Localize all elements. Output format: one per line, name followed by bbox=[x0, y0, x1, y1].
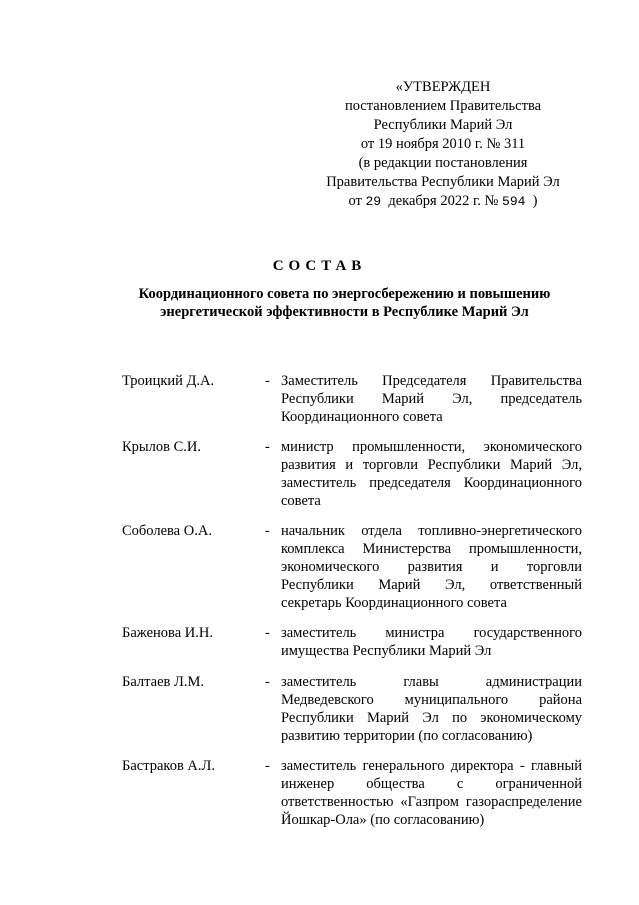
member-dash: - bbox=[265, 439, 270, 455]
member-role: Заместитель Председателя Правительства Республики Марий Эл, председатель Координационного совета bbox=[281, 373, 582, 425]
document-title: СОСТАВ bbox=[272, 258, 367, 274]
member-row bbox=[122, 673, 582, 745]
member-role: заместитель министра государственного имущества Республики Марий Эл bbox=[281, 625, 582, 659]
member-dash: - bbox=[265, 373, 270, 389]
member-name: Троицкий Д.А. bbox=[122, 373, 215, 389]
member-row bbox=[122, 757, 582, 829]
closing-paren: ) bbox=[532, 193, 538, 209]
member-name: Бастраков А.Л. bbox=[122, 758, 215, 774]
document-subtitle: Координационного совета по энергосбережению и повышению энергетической эффективности в Республике Марий Эл bbox=[138, 286, 551, 320]
approval-line: Правительства Республики Марий Эл bbox=[326, 174, 560, 190]
member-role: начальник отдела топливно-энергетического комплекса Министерства промышленности, экономического развития и торговли Республики Марий Эл, ответственный секретарь Координационного совета bbox=[281, 523, 582, 611]
amendment-date-line bbox=[300, 192, 586, 211]
amendment-number: 594 bbox=[502, 194, 526, 209]
member-name: Соболева О.А. bbox=[122, 523, 212, 539]
member-row bbox=[122, 372, 582, 426]
member-name: Крылов С.И. bbox=[122, 439, 202, 455]
member-row bbox=[122, 522, 582, 612]
member-role: заместитель генерального директора - главный инженер общества с ограниченной ответственностью «Газпром газораспределение Йошкар-Ола» (по согласованию) bbox=[281, 758, 582, 828]
member-dash: - bbox=[265, 625, 270, 641]
member-name: Балтаев Л.М. bbox=[122, 674, 204, 690]
approval-line: постановлением Правительства bbox=[344, 98, 542, 114]
member-dash: - bbox=[265, 674, 270, 690]
member-dash: - bbox=[265, 758, 270, 774]
member-role: заместитель главы администрации Медведевского муниципального района Республики Марий Эл по экономическому развитию территории (по согласованию) bbox=[281, 674, 582, 744]
amendment-month-year: декабря 2022 г. № bbox=[388, 193, 499, 209]
approval-line: от 19 ноября 2010 г. № 311 bbox=[360, 136, 526, 152]
approval-line: «УТВЕРЖДЕН bbox=[395, 79, 491, 95]
member-row bbox=[122, 624, 582, 660]
from-label: от bbox=[348, 193, 362, 209]
member-name: Баженова И.Н. bbox=[122, 625, 213, 641]
approval-line: (в редакции постановления bbox=[358, 155, 528, 171]
member-role: министр промышленности, экономического развития и торговли Республики Марий Эл, заместитель председателя Координационного совета bbox=[281, 439, 582, 509]
member-dash: - bbox=[265, 523, 270, 539]
member-row bbox=[122, 438, 582, 510]
amendment-day: 29 bbox=[365, 194, 382, 209]
approval-line: Республики Марий Эл bbox=[373, 117, 513, 133]
approval-stamp bbox=[300, 78, 586, 211]
members-list bbox=[122, 372, 582, 829]
